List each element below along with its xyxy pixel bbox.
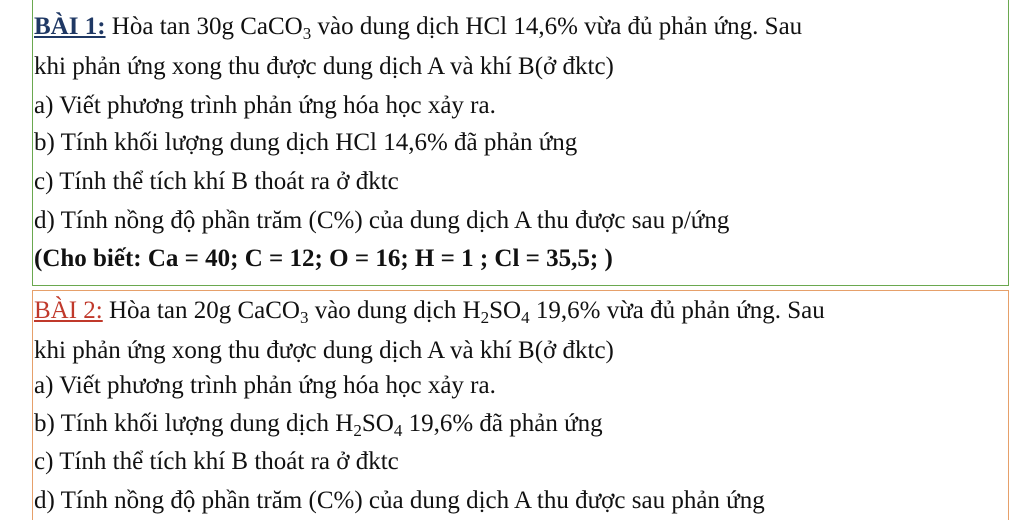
exercise-1-question-a: a) Viết phương trình phản ứng hóa học xảy ra. xyxy=(34,92,496,119)
exercise-2-question-b-text-a: b) Tính khối lượng dung dịch H xyxy=(34,410,354,437)
exercise-2-question-b-subscript-1: 2 xyxy=(353,421,362,440)
exercise-1-intro-text-a: Hòa tan 30g CaCO xyxy=(105,13,303,40)
exercise-2-intro-text-b: vào dung dịch H xyxy=(308,297,481,324)
exercise-2-question-b xyxy=(34,409,603,439)
exercise-1-question-c: c) Tính thể tích khí B thoát ra ở đktc xyxy=(34,168,399,195)
exercise-2-question-a: a) Viết phương trình phản ứng hóa học xảy ra. xyxy=(34,372,496,399)
exercise-2-intro-line-1 xyxy=(34,296,825,326)
exercise-1-subscript: 3 xyxy=(302,24,312,43)
exercise-2-intro-line-2: khi phản ứng xong thu được dung dịch A và khí B(ở đktc) xyxy=(34,337,614,364)
exercise-2-subscript-3: 4 xyxy=(521,308,530,327)
exercise-2-subscript-2: 2 xyxy=(480,308,490,327)
exercise-2-intro-text-c: SO xyxy=(489,297,522,324)
exercise-1-title: BÀI 1: xyxy=(34,13,106,40)
exercise-2-title: BÀI 2: xyxy=(34,297,103,324)
exercise-1-intro-line-1 xyxy=(34,12,802,42)
exercise-2-question-b-text-b: SO xyxy=(361,410,394,437)
exercise-2-intro-text-d: 19,6% vừa đủ phản ứng. Sau xyxy=(529,297,825,324)
exercise-1-question-b: b) Tính khối lượng dung dịch HCl 14,6% đã phản ứng xyxy=(34,129,578,156)
exercise-2-subscript-1: 3 xyxy=(299,308,309,327)
exercise-2-question-d: d) Tính nồng độ phần trăm (C%) của dung dịch A thu được sau phản ứng xyxy=(34,487,765,514)
exercise-2-question-b-subscript-2: 4 xyxy=(393,421,403,440)
exercise-1-question-d: d) Tính nồng độ phần trăm (C%) của dung dịch A thu được sau p/ứng xyxy=(34,207,730,234)
exercise-1-intro-text-b: vào dung dịch HCl 14,6% vừa đủ phản ứng. Sau xyxy=(311,13,803,40)
exercise-2-intro-text-a: Hòa tan 20g CaCO xyxy=(102,297,300,324)
exercise-2-question-b-text-c: 19,6% đã phản ứng xyxy=(402,410,603,437)
exercise-2-question-c: c) Tính thể tích khí B thoát ra ở đktc xyxy=(34,448,399,475)
exercise-1-intro-line-2: khi phản ứng xong thu được dung dịch A và khí B(ở đktc) xyxy=(34,53,614,80)
exercise-1-given-data: (Cho biết: Ca = 40; C = 12; O = 16; H = 1 ; Cl = 35,5; ) xyxy=(34,245,613,272)
